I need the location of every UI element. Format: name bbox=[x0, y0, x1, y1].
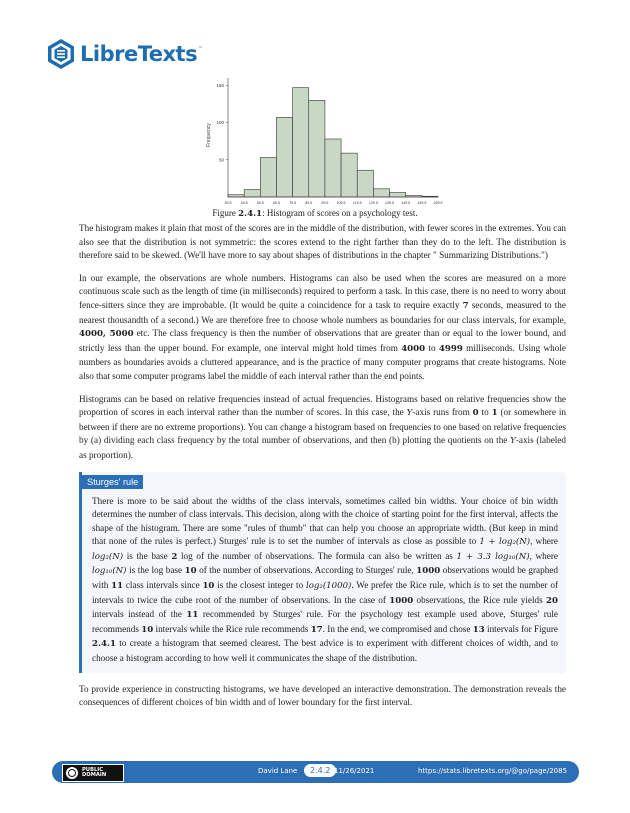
histogram-bar bbox=[309, 100, 325, 197]
histogram-bar bbox=[260, 158, 276, 197]
paragraph-continuous: In our example, the observations are whole numbers. Histograms can also be used when the scores are measured on a more continuous scale such as the length of time (in milliseconds) required to perform a task. In this case, there is no need to worry about fence-sitters since they are improbable. (It would be quite a coincidence for a task to require exactly 7 seconds, measured to the nearest thousandth of a second.) We are therefore free to choose whole numbers as boundaries for our class intervals, for example, 4000, 5000 etc. The class frequency is then the number of observations that are greater than or equal to the lower bound, and strictly less than the upper bound. For example, one interval might hold times from 4000 to 4999 milliseconds. Using whole numbers as boundaries avoids a cluttered appearance, and is the practice of many computer programs that create histograms. Note also that some computer programs label the middle of each interval rather than the end points. bbox=[79, 272, 566, 381]
x-tick-label: 49.5 bbox=[240, 201, 248, 205]
histogram-bar bbox=[244, 190, 260, 197]
main-content bbox=[79, 222, 566, 719]
histogram-bar bbox=[325, 139, 341, 197]
footer-url[interactable]: https://stats.libretexts.org/@go/page/2085 bbox=[418, 767, 568, 775]
x-tick-label: 69.5 bbox=[272, 201, 280, 205]
histogram-bar bbox=[357, 170, 373, 197]
public-domain-badge[interactable] bbox=[62, 764, 124, 782]
histogram-bar bbox=[276, 117, 292, 197]
x-tick-label: 169.5 bbox=[433, 201, 443, 205]
footer-author: David Lane bbox=[258, 767, 298, 775]
callout-body: There is more to be said about the widths of the class intervals, sometimes called bin widths. Your choice of bin width determines the number of class intervals. This decision, along with the choice of starting point for the first interval, affects the shape of the histogram. There are some "rules of thumb" that can help you choose an appropriate width. (But keep in mind that none of the rules is perfect.) Sturges' rule is to set the number of intervals as close as possible to 1 + log₂(N), where log₂(N) is the base 2 log of the number of observations. The formula can also be written as 1 + 3.3 log₁₀(N), where log₁₀(N) is the log base 10 of the number of observations. According to Sturges' rule, 1000 observations would be graphed with 11 class intervals since 10 is the closest integer to log₂(1000). We prefer the Rice rule, which is to set the number of intervals to twice the cube root of the number of observations. In the case of 1000 observations, the Rice rule yields 20 intervals instead of the 11 recommended by Sturges' rule. For the psychology test example used above, Sturges' rule recommends 10 intervals while the Rice rule recommends 17. In the end, we compromised and chose 13 intervals for Figure 2.4.1 to create a histogram that seemed clearest. The best advice is to experiment with different choices of width, and to choose a histogram according to how well it communicates the shape of the distribution. bbox=[92, 495, 559, 664]
histogram-bar bbox=[390, 193, 406, 197]
x-tick-label: 139.5 bbox=[385, 201, 395, 205]
paragraph-demo: To provide experience in constructing histograms, we have developed an interactive demonstration. The demonstration reveals the consequences of different choices of bin width and of lower boundary for the first interval. bbox=[79, 683, 566, 708]
libretexts-hexagon-icon bbox=[46, 38, 76, 70]
brand-name: LibreTexts bbox=[80, 42, 198, 66]
histogram-bar bbox=[228, 195, 244, 197]
footer-date: 11/26/2021 bbox=[334, 767, 375, 775]
page-footer bbox=[52, 761, 579, 783]
x-tick-label: 99.5 bbox=[321, 201, 329, 205]
y-tick-label: 150 bbox=[216, 82, 224, 88]
x-tick-label: 89.5 bbox=[305, 201, 313, 205]
x-tick-label: 159.5 bbox=[417, 201, 427, 205]
footer-page-number: 2.4.2 bbox=[304, 764, 336, 777]
x-tick-label: 39.5 bbox=[224, 201, 232, 205]
license-label: PUBLIC DOMAIN bbox=[82, 766, 107, 778]
x-tick-label: 149.5 bbox=[401, 201, 411, 205]
sturges-rule-callout bbox=[79, 472, 566, 673]
paragraph-skew: The histogram makes it plain that most of the scores are in the middle of the distribution, with fewer scores in the extremes. You can also see that the distribution is not symmetric: the scores extend to the right farther than they do to the left. The distribution is therefore said to be skewed. (We'll have more to say about shapes of distributions in the chapter " Summarizing Distributions.") bbox=[79, 223, 566, 261]
x-tick-label: 109.5 bbox=[336, 201, 346, 205]
histogram-bar bbox=[293, 88, 309, 197]
y-tick-label: 50 bbox=[218, 157, 224, 163]
figure-caption: Figure 2.4.1: Histogram of scores on a psychology test. bbox=[212, 208, 418, 219]
public-domain-icon bbox=[66, 767, 78, 779]
y-tick-label: 100 bbox=[216, 120, 224, 126]
y-axis-label: Frequency bbox=[206, 123, 212, 147]
histogram-bar bbox=[373, 189, 389, 197]
libretexts-logo[interactable] bbox=[46, 38, 203, 70]
callout-title: Sturges' rule bbox=[82, 475, 143, 489]
histogram-chart bbox=[196, 72, 446, 212]
x-tick-label: 119.5 bbox=[352, 201, 362, 205]
histogram-bar bbox=[341, 153, 357, 197]
paragraph-relative: Histograms can be based on relative frequencies instead of actual frequencies. Histograms based on relative frequencies show the proportion of scores in each interval rather than the number of scores. In this case, the Y-axis runs from 0 to 1 (or somewhere in between if there are no extreme proportions). You can change a histogram based on frequencies to one based on relative frequencies by (a) dividing each class frequency by the total number of observations, and then (b) plotting the quotients on the Y-axis (labeled as proportion). bbox=[79, 393, 566, 460]
x-tick-label: 59.5 bbox=[256, 201, 264, 205]
brand-trademark: ™ bbox=[198, 46, 204, 52]
x-tick-label: 79.5 bbox=[289, 201, 297, 205]
x-tick-label: 129.5 bbox=[368, 201, 378, 205]
